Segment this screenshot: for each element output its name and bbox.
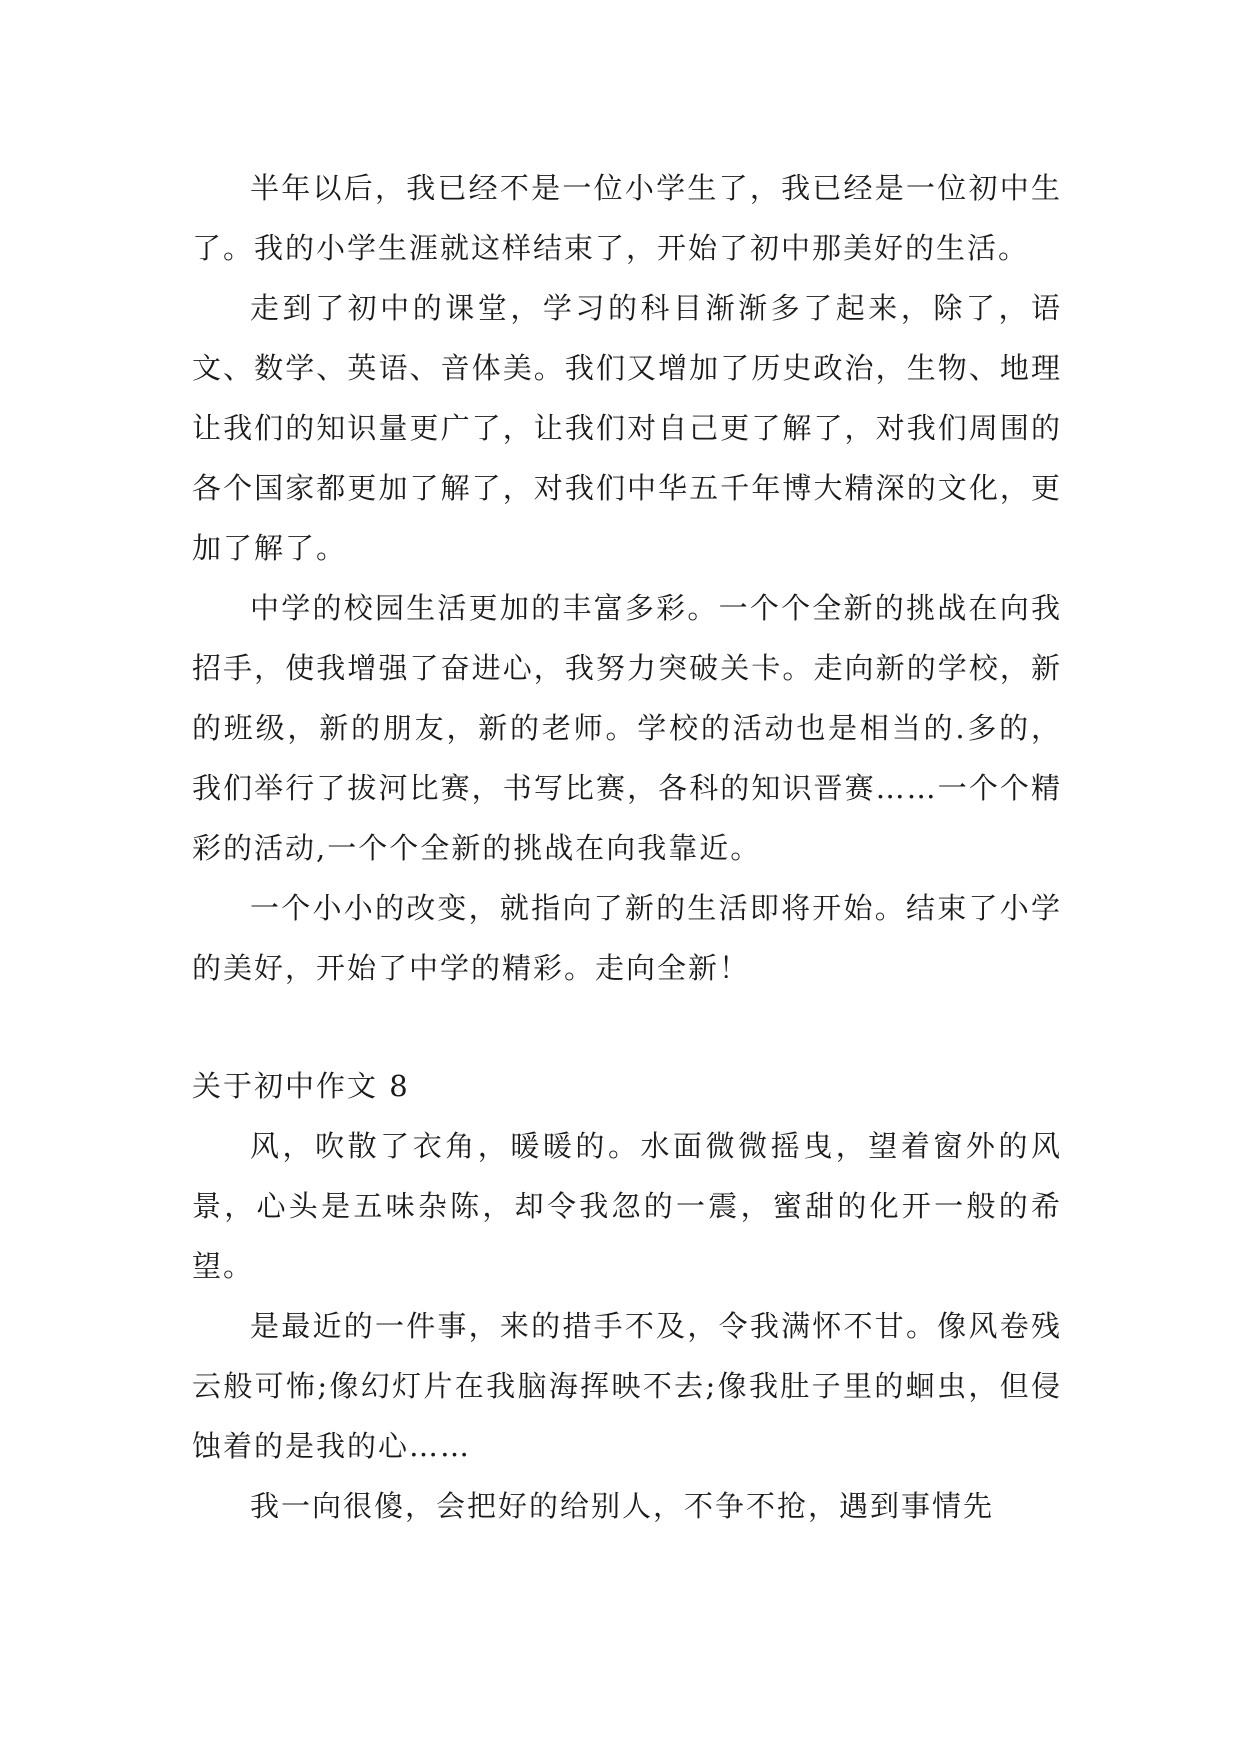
paragraph: 半年以后，我已经不是一位小学生了，我已经是一位初中生了。我的小学生涯就这样结束了，开始了初中那美好的生活。: [192, 171, 1062, 265]
section-heading: 关于初中作文 8: [192, 1069, 410, 1103]
paragraph: 走到了初中的课堂，学习的科目渐渐多了起来，除了，语文、数学、英语、音体美。我们又增加了历史政治，生物、地理让我们的知识量更广了，让我们对自己更了解了，对我们周围的各个国家都更加了解了，对我们中华五千年博大精深的文化，更加了解了。: [192, 291, 1062, 565]
document-body: [192, 158, 1062, 1536]
paragraph: 是最近的一件事，来的措手不及，令我满怀不甘。像风卷残云般可怖;像幻灯片在我脑海挥映不去;像我肚子里的蛔虫，但侵蚀着的是我的心……: [192, 1309, 1062, 1463]
paragraph: 风，吹散了衣角，暖暖的。水面微微摇曳，望着窗外的风景，心头是五味杂陈，却令我忽的一震，蜜甜的化开一般的希望。: [192, 1129, 1062, 1283]
paragraph: 我一向很傻，会把好的给别人，不争不抢，遇到事情先: [250, 1489, 995, 1523]
paragraph: 一个小小的改变，就指向了新的生活即将开始。结束了小学的美好，开始了中学的精彩。走向全新！: [192, 891, 1062, 985]
paragraph: 中学的校园生活更加的丰富多彩。一个个全新的挑战在向我招手，使我增强了奋进心，我努力突破关卡。走向新的学校，新的班级，新的朋友，新的老师。学校的活动也是相当的.多的，我们举行了拔河比赛，书写比赛，各科的知识晋赛……一个个精彩的活动,一个个全新的挑战在向我靠近。: [192, 591, 1062, 865]
